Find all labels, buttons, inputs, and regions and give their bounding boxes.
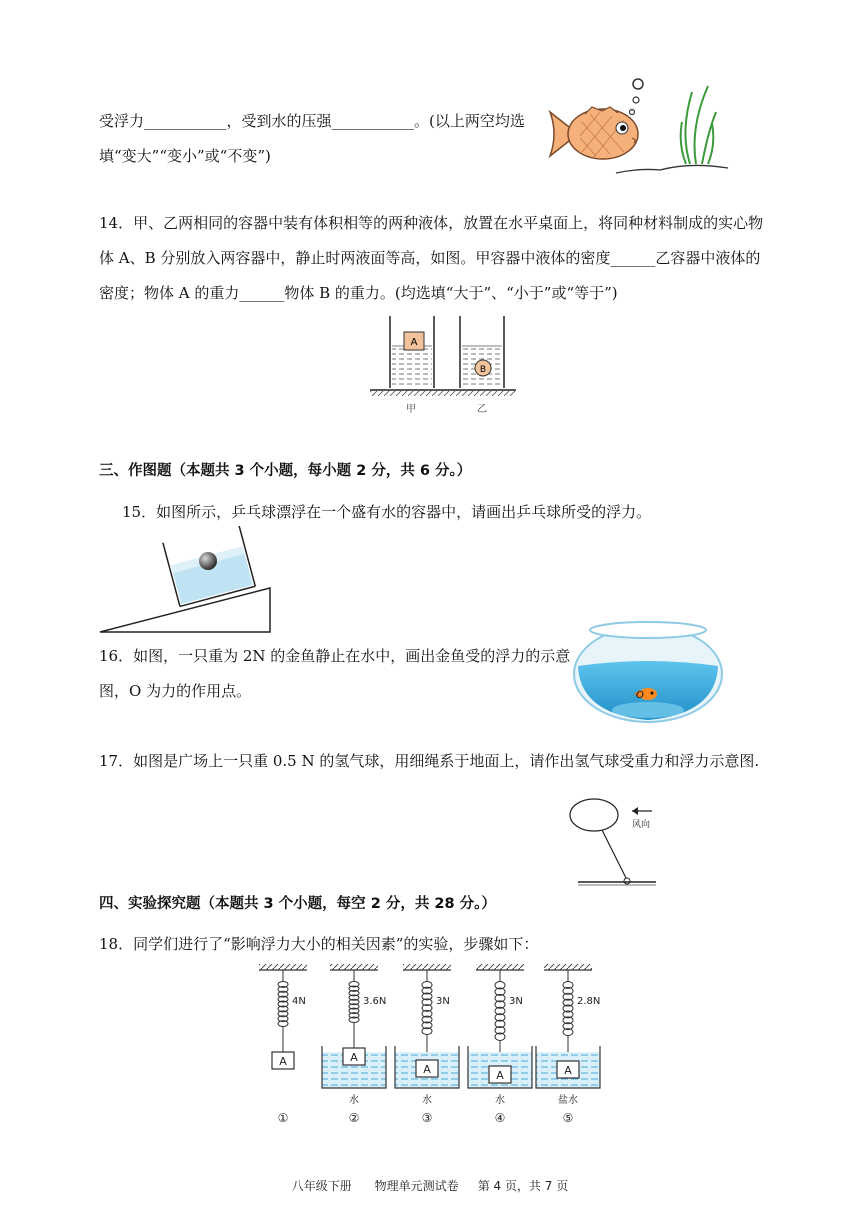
container-yi — [460, 316, 504, 388]
step-number: ⑤ — [562, 1111, 574, 1125]
label-yi: 乙 — [477, 404, 487, 415]
step-number: ③ — [421, 1111, 433, 1125]
page-footer: 八年级下册 物理单元测试卷 第 4 页，共 7 页 — [291, 1179, 569, 1193]
ball-b-label: B — [479, 365, 487, 375]
q13-line1: 受浮力___________，受到水的压强___________。(以上两空均选 — [99, 112, 525, 130]
liquid-label: 水 — [349, 1095, 359, 1106]
point-o-label: O — [636, 690, 644, 701]
incline-figure — [98, 526, 276, 636]
spring-reading: 2.8N — [577, 996, 601, 1007]
bubble-icon — [630, 110, 635, 115]
container-figure — [366, 312, 522, 420]
liquid-label: 盐水 — [558, 1095, 578, 1106]
ping-pong-ball — [199, 552, 217, 570]
q17-text: 17．如图是广场上一只重 0.5 N 的氢气球，用细绳系于地面上，请作出氢气球受重力和浮力示意图. — [99, 752, 760, 770]
section-3-title: 三、作图题（本题共 3 个小题，每小题 2 分，共 6 分。） — [99, 463, 472, 479]
spring-reading: 3N — [436, 996, 450, 1007]
spring-setup-5 — [536, 964, 600, 1125]
liquid-label: 水 — [495, 1095, 505, 1106]
label-jia: 甲 — [406, 404, 416, 415]
block-a-label: A — [410, 337, 418, 348]
ceiling — [259, 964, 307, 970]
block-a — [404, 332, 424, 350]
wind-label: 风向 — [632, 820, 651, 830]
bubble-icon — [633, 97, 639, 103]
q15-text: 15．如图所示，乒乓球漂浮在一个盛有水的容器中，请画出乒乓球所受的浮力。 — [122, 503, 652, 521]
spring-reading: 3N — [509, 996, 523, 1007]
string — [602, 830, 627, 880]
q18-text: 18．同学们进行了“影响浮力大小的相关因素”的实验，步骤如下： — [99, 935, 539, 953]
seaweed-icon — [681, 86, 716, 164]
balloon-icon — [570, 799, 618, 831]
ceiling — [330, 964, 378, 970]
section-4-title: 四、实验探究题（本题共 3 个小题，每空 2 分，共 28 分。） — [99, 896, 496, 912]
spring-experiment-figure — [250, 962, 610, 1128]
spring-setup-4 — [468, 964, 532, 1125]
step-number: ④ — [494, 1111, 506, 1125]
ceiling — [403, 964, 451, 970]
q14-line3: 密度；物体 A 的重力______物体 B 的重力。(均选填“大于”、“小于”或“等于”) — [99, 284, 618, 302]
step-number: ② — [348, 1111, 360, 1125]
q14-line1: 14．甲、乙两相同的容器中装有体积相等的两种液体，放置在水平桌面上，将同种材料制成的实心物 — [99, 214, 764, 232]
spring-setup-1 — [259, 964, 307, 1125]
block-a-label: A — [423, 1063, 431, 1076]
spring-setup-3 — [395, 964, 459, 1125]
bubble-icon — [633, 79, 643, 89]
fish-icon — [550, 107, 638, 159]
block-a-label: A — [564, 1064, 572, 1077]
fishbowl-figure — [570, 616, 726, 726]
spring-reading: 4N — [292, 996, 306, 1007]
ceiling — [476, 964, 524, 970]
block-a-label: A — [496, 1069, 504, 1082]
block-a-label: A — [279, 1055, 287, 1068]
ceiling — [544, 964, 592, 970]
q16-line2: 图，O 为力的作用点。 — [99, 682, 252, 700]
spring-reading: 3.6N — [363, 996, 387, 1007]
spring-setup-2 — [322, 964, 386, 1125]
q13-line2: 填“变大”“变小”或“不变”) — [99, 147, 271, 165]
q16-line1: 16．如图，一只重为 2N 的金鱼静止在水中，画出金鱼受的浮力的示意 — [99, 647, 571, 665]
q14-line2: 体 A、B 分别放入两容器中，静止时两液面等高，如图。甲容器中液体的密度______乙容器中液体的 — [99, 249, 761, 267]
fish-seaweed-figure — [540, 72, 730, 182]
block-a-label: A — [350, 1051, 358, 1064]
step-number: ① — [277, 1111, 289, 1125]
ball-b — [475, 360, 491, 376]
liquid-label: 水 — [422, 1095, 432, 1106]
balloon-figure — [566, 794, 662, 890]
container-jia — [390, 316, 434, 388]
